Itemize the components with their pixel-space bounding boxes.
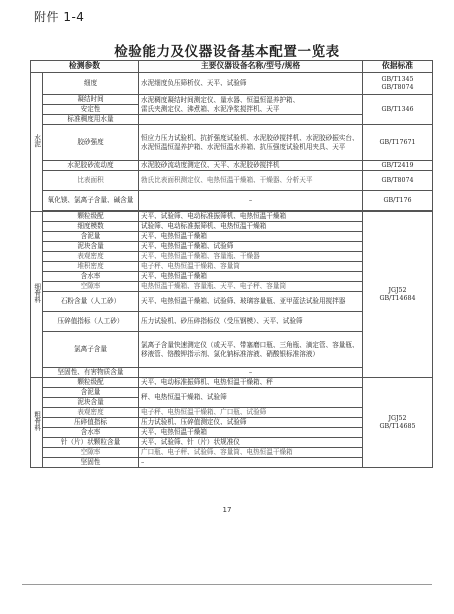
category-coarse-aggregate: 粗骨料 [31,378,43,468]
param-cell: 坚固性、有害物质含量 [43,368,139,378]
param-cell: 坚固性 [43,458,139,468]
equipment-cell: 天平、试验筛、针（片）状规准仪 [139,438,363,448]
header-param: 检测参数 [31,61,139,73]
param-cell: 细度 [43,73,139,95]
header-equipment: 主要仪器设备名称/型号/规格 [139,61,363,73]
equipment-cell: 氯离子含量快速测定仪（或天平、带塞磨口瓶、三角瓶、滴定管、容量瓶、移液管、铬酸钾指示剂、氯化钠标准溶液、硝酸银标准溶液） [139,332,363,368]
equipment-cell: 勃氏比表面积测定仪、电热恒温干燥箱、干燥器、分析天平 [139,171,363,191]
table-row [31,212,433,222]
param-cell: 标准稠度用水量 [43,115,139,125]
equipment-cell: 恒应力压力试验机、抗折强度试验机、水泥胶砂搅拌机、水泥胶砂振实台、水泥恒温恒湿养护箱、水泥恒温水养箱、抗压强度试验机用夹具、天平 [139,125,363,161]
equipment-cell [139,115,363,125]
param-cell: 凝结时间 [43,95,139,105]
equipment-cell: 压力试验机、压碎值测定仪、试验筛 [139,418,363,428]
param-cell: 压碎值指标 [43,418,139,428]
equipment-cell: 广口瓶、电子秤、试验筛、容量筒、电热恒温干燥箱 [139,448,363,458]
param-cell: 针（片）状颗粒含量 [43,438,139,448]
equipment-cell: 水泥胶砂流动度测定仪、天平、水泥胶砂搅拌机 [139,161,363,171]
equipment-cell: – [139,191,363,211]
category-cement: 水泥 [31,73,43,212]
param-cell: 泥块含量 [43,398,139,408]
param-cell: 泥块含量 [43,242,139,252]
category-fine-aggregate: 细骨料 [31,212,43,378]
table-row [31,95,433,105]
equipment-cell: 水泥稠度凝结时间测定仪、量水器、恒温恒湿养护箱、 雷氏夹测定仪、沸煮箱、水泥净浆搅拌机、天平 [139,95,363,115]
equipment-cell: 试验筛、电动标准振筛机、电热恒温干燥箱 [139,222,363,232]
table-header-row [31,61,433,73]
equipment-cell: 天平、电热恒温干燥箱 [139,232,363,242]
equipment-cell: 天平、试验筛、电动标准振筛机、电热恒温干燥箱 [139,212,363,222]
table-row [31,171,433,191]
standard-cell: GB/T2419 [363,161,433,171]
equipment-cell: 天平、电热恒温干燥箱 [139,272,363,282]
equipment-cell: 天平、电热恒温干燥箱、试验筛、玻璃容量瓶、亚甲蓝法试验用搅拌器 [139,292,363,312]
param-cell: 含水率 [43,272,139,282]
standard-cell: JGJ52 GB/T14684 [363,212,433,378]
equipment-table [30,60,433,468]
header-standard: 依据标准 [363,61,433,73]
param-cell: 氯离子含量 [43,332,139,368]
standard-cell: JGJ52 GB/T14685 [363,378,433,468]
table-row [31,161,433,171]
equipment-cell: – [139,458,363,468]
param-cell: 堆积密度 [43,262,139,272]
attachment-label: 附件 1-4 [34,10,85,24]
equipment-cell: 秤、电热恒温干燥箱、试验筛 [139,388,363,408]
table-row [31,125,433,161]
equipment-cell: 天平、电热恒温干燥箱、试验筛 [139,242,363,252]
table-row [31,378,433,388]
param-cell: 胶砂强度 [43,125,139,161]
standard-cell: GB/T176 [363,191,433,211]
param-cell: 表观密度 [43,408,139,418]
param-cell: 表观密度 [43,252,139,262]
page-title: 检验能力及仪器设备基本配置一览表 [114,44,340,60]
equipment-cell: 电子秤、电热恒温干燥箱、容量筒 [139,262,363,272]
param-cell: 颗粒级配 [43,378,139,388]
param-cell: 空隙率 [43,448,139,458]
equipment-cell: 压力试验机、砂压碎指标仪（受压钢模）、天平、试验筛 [139,312,363,332]
table-row [31,191,433,211]
param-cell: 水泥胶砂流动度 [43,161,139,171]
param-cell: 含泥量 [43,232,139,242]
equipment-cell: – [139,368,363,378]
equipment-cell: 天平、电动标准振筛机、电热恒温干燥箱、秤 [139,378,363,388]
param-cell: 含水率 [43,428,139,438]
equipment-cell: 水泥细度负压筛析仪、天平、试验筛 [139,73,363,95]
standard-cell: GB/T17671 [363,125,433,161]
standard-cell: GB/T1345 GB/T8074 [363,73,433,95]
param-cell: 压碎值指标（人工砂） [43,312,139,332]
param-cell: 氧化镁、氯离子含量、碱含量 [43,191,139,211]
param-cell: 细度模数 [43,222,139,232]
page-number: 17 [222,506,232,514]
param-cell: 安定性 [43,105,139,115]
table-row [31,73,433,95]
equipment-cell: 天平、电热恒温干燥箱 [139,428,363,438]
equipment-cell: 电热恒温干燥箱、容量瓶、天平、电子秤、容量筒 [139,282,363,292]
param-cell: 含泥量 [43,388,139,398]
param-cell: 空隙率 [43,282,139,292]
equipment-cell: 电子秤、电热恒温干燥箱、广口瓶、试验筛 [139,408,363,418]
equipment-cell: 天平、电热恒温干燥箱、容量瓶、干燥器 [139,252,363,262]
standard-cell: GB/T8074 [363,171,433,191]
bottom-divider [22,584,432,585]
param-cell: 比表面积 [43,171,139,191]
param-cell: 石粉含量（人工砂） [43,292,139,312]
param-cell: 颗粒级配 [43,212,139,222]
standard-cell: GB/T1346 [363,95,433,125]
